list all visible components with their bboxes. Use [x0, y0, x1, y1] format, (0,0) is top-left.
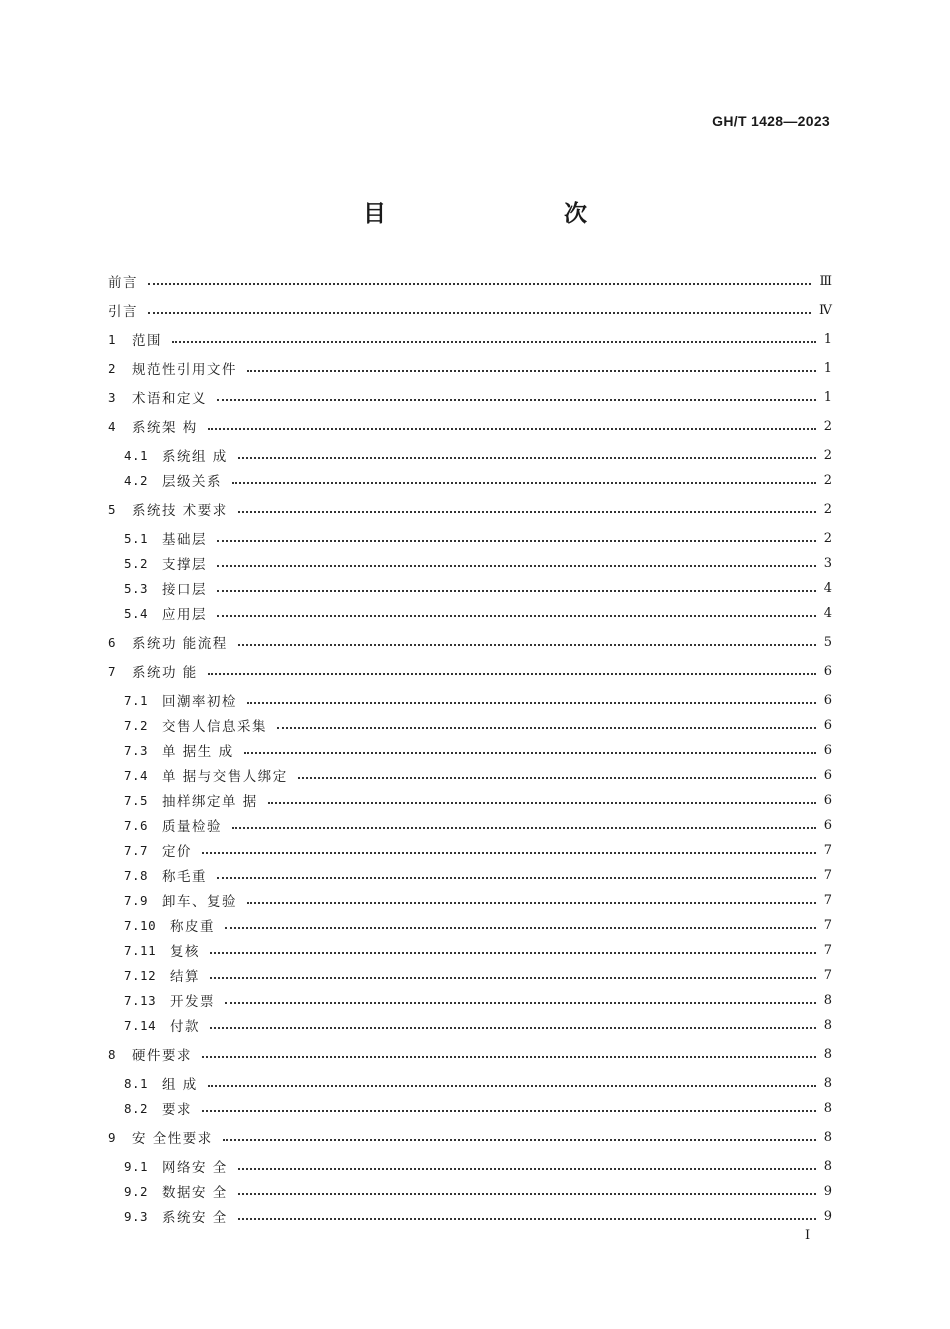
toc-entry-7-5[interactable]: [124, 789, 832, 811]
toc-entry-page: Ⅲ: [819, 273, 832, 289]
toc-entry-7-8[interactable]: [124, 864, 832, 886]
toc-entry-number: 7.7: [124, 842, 149, 858]
toc-entry-number: 7.8: [124, 867, 149, 883]
toc-leader-dots: [225, 1000, 816, 1004]
toc-entry-5-2[interactable]: [124, 552, 832, 574]
toc-entry-title: 系统技 术要求: [132, 503, 228, 519]
toc-entry-number: 5: [108, 501, 117, 517]
toc-entry-title: 网络安 全: [162, 1160, 228, 1176]
standard-code: GH/T 1428—2023: [712, 113, 830, 129]
toc-leader-dots: [217, 875, 816, 879]
toc-entry-number: 8.2: [124, 1100, 149, 1116]
toc-entry-number: 7: [108, 663, 117, 679]
toc-leader-dots: [172, 339, 816, 343]
toc-entry-5-3[interactable]: [124, 577, 832, 599]
toc-leader-dots: [247, 368, 816, 372]
toc-entry-8-1[interactable]: [124, 1072, 832, 1094]
toc-entry-page: 8: [823, 1075, 832, 1091]
toc-entry-title: 层级关系: [162, 474, 222, 490]
toc-entry-page: 8: [823, 1158, 832, 1174]
toc-entry-number: 7.3: [124, 742, 149, 758]
toc-entry-9-3[interactable]: [124, 1205, 832, 1227]
toc-entry-title: 抽样绑定单 据: [162, 794, 258, 810]
toc-entry-title: 回潮率初检: [162, 694, 237, 710]
toc-entry-title: 术语和定义: [132, 391, 207, 407]
toc-leader-dots: [202, 850, 816, 854]
toc-entry-7-1[interactable]: [124, 689, 832, 711]
toc-entry-title: 引言: [108, 304, 138, 320]
toc-entry-title: 规范性引用文件: [132, 362, 237, 378]
toc-leader-dots: [244, 750, 816, 754]
toc-entry-7-13[interactable]: [124, 989, 832, 1011]
toc-entry-page: 2: [823, 472, 832, 488]
toc-entry-page: 8: [823, 1100, 832, 1116]
toc-leader-dots: [148, 281, 811, 285]
toc-entry-page: 8: [823, 1046, 832, 1062]
toc-entry-title: 付款: [170, 1019, 200, 1035]
toc-entry-page: 9: [823, 1208, 832, 1224]
toc-entry-number: 7.9: [124, 892, 149, 908]
toc-leader-dots: [148, 310, 811, 314]
toc-entry-7-7[interactable]: [124, 839, 832, 861]
toc-entry-title: 定价: [162, 844, 192, 860]
toc-entry-page: 7: [823, 967, 832, 983]
toc-entry-title: 开发票: [170, 994, 215, 1010]
toc-entry-page: 7: [823, 842, 832, 858]
toc-entry-2[interactable]: [108, 357, 832, 379]
toc-entry-page: 7: [823, 867, 832, 883]
toc-leader-dots: [210, 950, 816, 954]
toc-entry-6[interactable]: [108, 631, 832, 653]
toc-entry-page: 9: [823, 1183, 832, 1199]
toc-leader-dots: [247, 900, 816, 904]
toc-leader-dots: [232, 825, 816, 829]
toc-entry-title: 结算: [170, 969, 200, 985]
toc-entry-number: 7.1: [124, 692, 149, 708]
toc-entry-number: 4.1: [124, 447, 149, 463]
toc-entry-page: 6: [823, 663, 832, 679]
toc-entry-page: 2: [823, 501, 832, 517]
toc-entry-8-2[interactable]: [124, 1097, 832, 1119]
toc-entry-7[interactable]: [108, 660, 832, 682]
toc-entry-5-1[interactable]: [124, 527, 832, 549]
page-title: 目 次: [363, 201, 631, 227]
toc-entry-title: 基础层: [162, 532, 207, 548]
toc-entry-page: 1: [823, 360, 832, 376]
toc-leader-dots: [223, 1137, 816, 1141]
toc-entry-3[interactable]: [108, 386, 832, 408]
toc-entry-title: 数据安 全: [162, 1185, 228, 1201]
toc-entry-page: 3: [823, 555, 832, 571]
toc-entry-7-14[interactable]: [124, 1014, 832, 1036]
toc-leader-dots: [208, 671, 816, 675]
toc-entry-page: 1: [823, 389, 832, 405]
toc-entry-7-9[interactable]: [124, 889, 832, 911]
toc-leader-dots: [202, 1054, 816, 1058]
toc-entry-title: 范围: [132, 333, 162, 349]
toc-leader-dots: [217, 613, 816, 617]
toc-leader-dots: [238, 1166, 816, 1170]
toc-leader-dots: [208, 1083, 816, 1087]
toc-entry-page: 2: [823, 418, 832, 434]
toc-entry-7-10[interactable]: [124, 914, 832, 936]
toc-leader-dots: [238, 642, 816, 646]
toc-entry-title: 应用层: [162, 607, 207, 623]
toc-entry-number: 7.4: [124, 767, 149, 783]
toc-leader-dots: [238, 1191, 816, 1195]
toc-entry-page: 8: [823, 1129, 832, 1145]
toc-entry-9[interactable]: [108, 1126, 832, 1148]
toc-leader-dots: [277, 725, 816, 729]
toc-entry-title: 安 全性要求: [132, 1131, 213, 1147]
toc-entry-page: 6: [823, 792, 832, 808]
toc-entry-number: 9.1: [124, 1158, 149, 1174]
toc-entry-title: 系统架 构: [132, 420, 198, 436]
toc-entry-number: 7.14: [124, 1017, 157, 1033]
toc-leader-dots: [217, 397, 816, 401]
toc-entry-number: 3: [108, 389, 117, 405]
toc-entry-preface[interactable]: [108, 270, 832, 292]
toc-leader-dots: [238, 1216, 816, 1220]
toc-entry-page: 5: [823, 634, 832, 650]
toc-leader-dots: [232, 480, 816, 484]
toc-entry-number: 8: [108, 1046, 117, 1062]
toc-leader-dots: [298, 775, 816, 779]
toc-entry-page: 2: [823, 530, 832, 546]
toc-entry-page: 6: [823, 767, 832, 783]
toc-entry-9-1[interactable]: [124, 1155, 832, 1177]
toc-entry-page: 2: [823, 447, 832, 463]
toc-entry-7-3[interactable]: [124, 739, 832, 761]
toc-leader-dots: [268, 800, 816, 804]
toc-leader-dots: [210, 1025, 816, 1029]
toc-entry-4[interactable]: [108, 415, 832, 437]
toc-entry-number: 7.10: [124, 917, 157, 933]
toc-leader-dots: [217, 588, 816, 592]
toc-entry-title: 系统安 全: [162, 1210, 228, 1226]
toc-entry-title: 称皮重: [170, 919, 215, 935]
toc-entry-title: 要求: [162, 1102, 192, 1118]
toc-entry-page: 1: [823, 331, 832, 347]
toc-entry-number: 7.2: [124, 717, 149, 733]
toc-entry-number: 5.1: [124, 530, 149, 546]
toc-entry-number: 7.5: [124, 792, 149, 808]
toc-leader-dots: [217, 563, 816, 567]
toc-entry-page: 8: [823, 992, 832, 1008]
toc-entry-number: 5.2: [124, 555, 149, 571]
toc-entry-title: 系统组 成: [162, 449, 228, 465]
toc-entry-7-11[interactable]: [124, 939, 832, 961]
toc-entry-page: 6: [823, 692, 832, 708]
toc-entry-page: 6: [823, 717, 832, 733]
toc-entry-page: 8: [823, 1017, 832, 1033]
toc-entry-number: 5.3: [124, 580, 149, 596]
toc-entry-title: 支撑层: [162, 557, 207, 573]
toc-entry-5[interactable]: [108, 498, 832, 520]
toc-entry-title: 卸车、复验: [162, 894, 237, 910]
toc-entry-page: Ⅳ: [819, 302, 832, 318]
toc-entry-title: 系统功 能流程: [132, 636, 228, 652]
toc-entry-title: 系统功 能: [132, 665, 198, 681]
toc-entry-number: 1: [108, 331, 117, 347]
toc-leader-dots: [217, 538, 816, 542]
toc-entry-8[interactable]: [108, 1043, 832, 1065]
toc-entry-page: 4: [823, 580, 832, 596]
toc-entry-number: 7.12: [124, 967, 157, 983]
toc-leader-dots: [210, 975, 816, 979]
toc-entry-title: 硬件要求: [132, 1048, 192, 1064]
toc-entry-number: 9: [108, 1129, 117, 1145]
toc-entry-number: 5.4: [124, 605, 149, 621]
toc-leader-dots: [202, 1108, 816, 1112]
toc-entry-page: 7: [823, 892, 832, 908]
toc-entry-7-4[interactable]: [124, 764, 832, 786]
toc-entry-number: 4.2: [124, 472, 149, 488]
toc-entry-number: 2: [108, 360, 117, 376]
toc-entry-title: 单 据与交售人绑定: [162, 769, 288, 785]
toc-entry-page: 6: [823, 742, 832, 758]
toc-entry-title: 交售人信息采集: [162, 719, 267, 735]
toc-entry-7-2[interactable]: [124, 714, 832, 736]
toc-leader-dots: [238, 455, 816, 459]
toc-entry-page: 7: [823, 942, 832, 958]
toc-entry-page: 7: [823, 917, 832, 933]
toc-entry-title: 称毛重: [162, 869, 207, 885]
toc-entry-number: 7.11: [124, 942, 157, 958]
toc-entry-title: 单 据生 成: [162, 744, 234, 760]
toc-entry-7-12[interactable]: [124, 964, 832, 986]
toc-entry-number: 7.6: [124, 817, 149, 833]
toc-entry-title: 接口层: [162, 582, 207, 598]
toc-leader-dots: [225, 925, 816, 929]
toc-entry-1[interactable]: [108, 328, 832, 350]
toc-entry-number: 6: [108, 634, 117, 650]
toc-entry-introduction[interactable]: [108, 299, 832, 321]
toc-entry-title: 前言: [108, 275, 138, 291]
toc-entry-number: 7.13: [124, 992, 157, 1008]
toc-entry-page: 4: [823, 605, 832, 621]
toc-entry-title: 复核: [170, 944, 200, 960]
toc-entry-number: 9.3: [124, 1208, 149, 1224]
toc-entry-title: 质量检验: [162, 819, 222, 835]
page-number: I: [805, 1228, 811, 1243]
toc-entry-number: 4: [108, 418, 117, 434]
toc-entry-7-6[interactable]: [124, 814, 832, 836]
toc-entry-number: 8.1: [124, 1075, 149, 1091]
toc-leader-dots: [208, 426, 816, 430]
toc-entry-page: 6: [823, 817, 832, 833]
toc-leader-dots: [247, 700, 816, 704]
toc-leader-dots: [238, 509, 816, 513]
toc-entry-number: 9.2: [124, 1183, 149, 1199]
toc-entry-9-2[interactable]: [124, 1180, 832, 1202]
toc-entry-5-4[interactable]: [124, 602, 832, 624]
toc-entry-4-2[interactable]: [124, 469, 832, 491]
toc-entry-title: 组 成: [162, 1077, 198, 1093]
toc-entry-4-1[interactable]: [124, 444, 832, 466]
